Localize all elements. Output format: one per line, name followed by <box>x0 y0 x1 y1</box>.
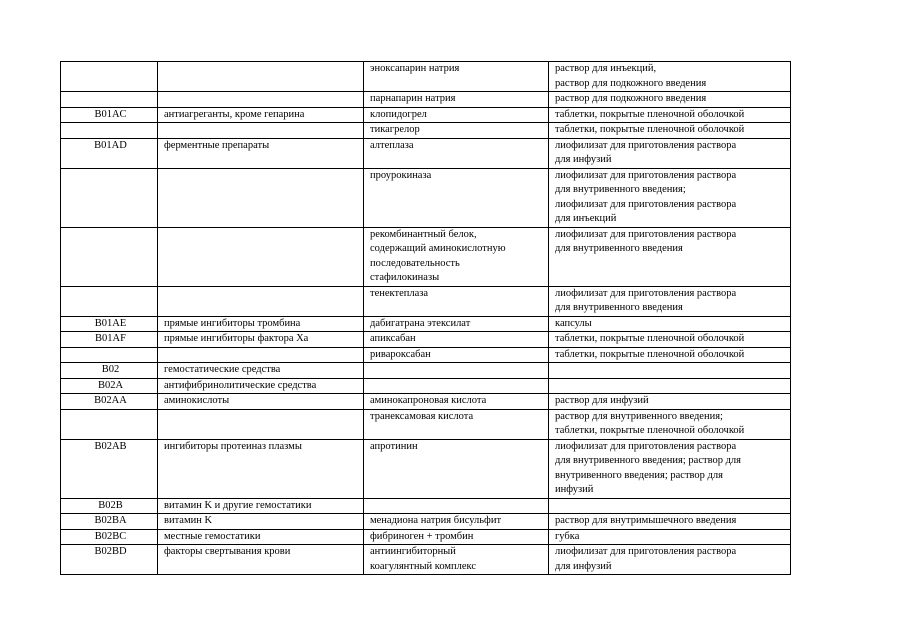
drug-name-cell: менадиона натрия бисульфит <box>364 514 549 530</box>
table-row <box>61 332 791 348</box>
drug-name-cell: транексамовая кислота <box>364 409 549 439</box>
group-name-cell: ингибиторы протеиназ плазмы <box>158 439 364 498</box>
atc-code-cell <box>61 347 158 363</box>
drug-name-cell <box>364 378 549 394</box>
atc-code-cell: B02 <box>61 363 158 379</box>
dosage-form-cell: лиофилизат для приготовления раствора для инфузий <box>549 545 791 575</box>
group-name-cell <box>158 168 364 227</box>
drug-name-cell: тикагрелор <box>364 123 549 139</box>
atc-code-cell: B02A <box>61 378 158 394</box>
drug-name-cell: аминокапроновая кислота <box>364 394 549 410</box>
table-row <box>61 316 791 332</box>
table-row <box>61 498 791 514</box>
table-row <box>61 409 791 439</box>
drug-name-cell: дабигатрана этексилат <box>364 316 549 332</box>
table-row <box>61 227 791 286</box>
dosage-form-cell: раствор для подкожного введения <box>549 92 791 108</box>
atc-code-cell <box>61 123 158 139</box>
group-name-cell: витамин K и другие гемостатики <box>158 498 364 514</box>
group-name-cell <box>158 227 364 286</box>
group-name-cell <box>158 347 364 363</box>
atc-code-cell <box>61 227 158 286</box>
atc-code-cell: B02BA <box>61 514 158 530</box>
dosage-form-cell: лиофилизат для приготовления раствора для внутривенного введения <box>549 286 791 316</box>
dosage-form-cell: капсулы <box>549 316 791 332</box>
group-name-cell <box>158 409 364 439</box>
dosage-form-cell: таблетки, покрытые пленочной оболочкой <box>549 107 791 123</box>
drug-name-cell: проурокиназа <box>364 168 549 227</box>
dosage-form-cell: лиофилизат для приготовления раствора для внутривенного введения <box>549 227 791 286</box>
dosage-form-cell: лиофилизат для приготовления раствора для внутривенного введения; лиофилизат для приготовления раствора для инъекций <box>549 168 791 227</box>
group-name-cell: витамин K <box>158 514 364 530</box>
dosage-form-cell <box>549 378 791 394</box>
table-body <box>61 62 791 575</box>
drug-name-cell: алтеплаза <box>364 138 549 168</box>
group-name-cell: местные гемостатики <box>158 529 364 545</box>
table-row <box>61 123 791 139</box>
drug-name-cell: тенектеплаза <box>364 286 549 316</box>
atc-code-cell: B02AA <box>61 394 158 410</box>
drug-table <box>60 61 791 575</box>
table-row <box>61 378 791 394</box>
dosage-form-cell: таблетки, покрытые пленочной оболочкой <box>549 347 791 363</box>
atc-code-cell <box>61 286 158 316</box>
drug-name-cell: апротинин <box>364 439 549 498</box>
table-row <box>61 107 791 123</box>
drug-name-cell: рекомбинантный белок, содержащий аминокислотную последовательность стафилокиназы <box>364 227 549 286</box>
atc-code-cell: B02BD <box>61 545 158 575</box>
drug-name-cell: фибриноген + тромбин <box>364 529 549 545</box>
table-row <box>61 514 791 530</box>
drug-name-cell: апиксабан <box>364 332 549 348</box>
group-name-cell: антифибринолитические средства <box>158 378 364 394</box>
atc-code-cell: B01AF <box>61 332 158 348</box>
dosage-form-cell: таблетки, покрытые пленочной оболочкой <box>549 332 791 348</box>
group-name-cell <box>158 286 364 316</box>
dosage-form-cell: раствор для инъекций, раствор для подкожного введения <box>549 62 791 92</box>
dosage-form-cell: раствор для внутримышечного введения <box>549 514 791 530</box>
table-row <box>61 363 791 379</box>
atc-code-cell <box>61 409 158 439</box>
atc-code-cell: B01AD <box>61 138 158 168</box>
table-row <box>61 529 791 545</box>
drug-name-cell: ривароксабан <box>364 347 549 363</box>
dosage-form-cell: раствор для инфузий <box>549 394 791 410</box>
group-name-cell <box>158 123 364 139</box>
group-name-cell: факторы свертывания крови <box>158 545 364 575</box>
table-row <box>61 168 791 227</box>
atc-code-cell: B02BC <box>61 529 158 545</box>
dosage-form-cell: лиофилизат для приготовления раствора для внутривенного введения; раствор для внутривенного введения; раствор для инфузий <box>549 439 791 498</box>
group-name-cell: ферментные препараты <box>158 138 364 168</box>
dosage-form-cell: таблетки, покрытые пленочной оболочкой <box>549 123 791 139</box>
drug-name-cell: эноксапарин натрия <box>364 62 549 92</box>
dosage-form-cell: раствор для внутривенного введения; таблетки, покрытые пленочной оболочкой <box>549 409 791 439</box>
table-row <box>61 347 791 363</box>
table-row <box>61 62 791 92</box>
group-name-cell: прямые ингибиторы тромбина <box>158 316 364 332</box>
group-name-cell <box>158 62 364 92</box>
table-row <box>61 545 791 575</box>
dosage-form-cell <box>549 363 791 379</box>
atc-code-cell: B01AE <box>61 316 158 332</box>
atc-code-cell <box>61 62 158 92</box>
group-name-cell: прямые ингибиторы фактора Xa <box>158 332 364 348</box>
dosage-form-cell: губка <box>549 529 791 545</box>
drug-name-cell: парнапарин натрия <box>364 92 549 108</box>
atc-code-cell: B02AB <box>61 439 158 498</box>
table-row <box>61 439 791 498</box>
table-row <box>61 394 791 410</box>
atc-code-cell <box>61 92 158 108</box>
drug-name-cell <box>364 498 549 514</box>
drug-name-cell <box>364 363 549 379</box>
dosage-form-cell: лиофилизат для приготовления раствора для инфузий <box>549 138 791 168</box>
group-name-cell: гемостатические средства <box>158 363 364 379</box>
group-name-cell <box>158 92 364 108</box>
table-row <box>61 138 791 168</box>
drug-name-cell: антиингибиторный коагулянтный комплекс <box>364 545 549 575</box>
atc-code-cell: B01AC <box>61 107 158 123</box>
atc-code-cell <box>61 168 158 227</box>
table-row <box>61 92 791 108</box>
drug-name-cell: клопидогрел <box>364 107 549 123</box>
atc-code-cell: B02B <box>61 498 158 514</box>
dosage-form-cell <box>549 498 791 514</box>
group-name-cell: антиагреганты, кроме гепарина <box>158 107 364 123</box>
table-row <box>61 286 791 316</box>
group-name-cell: аминокислоты <box>158 394 364 410</box>
